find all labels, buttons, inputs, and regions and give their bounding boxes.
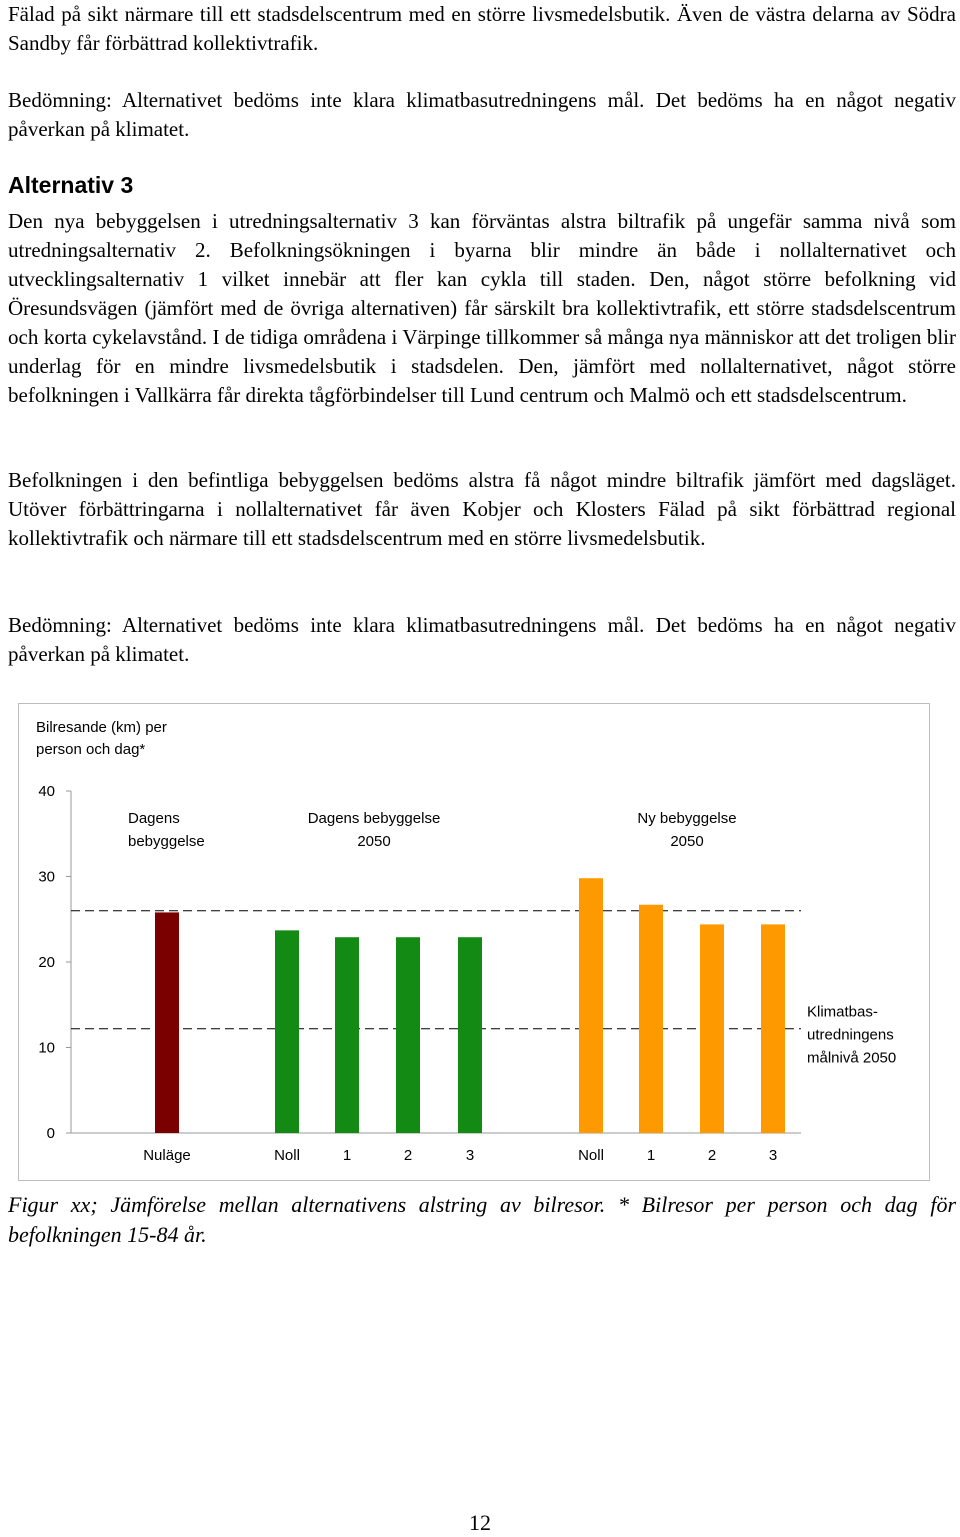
y-tick-label: 40 — [38, 783, 55, 800]
x-category-label: 2 — [403, 1147, 413, 1164]
bar — [761, 924, 785, 1133]
group-label: Ny bebyggelse — [637, 810, 737, 827]
x-category-label: 1 — [646, 1147, 656, 1164]
reference-line-label: Klimatbas- — [807, 1003, 878, 1021]
group-label: bebyggelse — [128, 833, 205, 850]
x-category-label: 2 — [707, 1147, 717, 1164]
paragraph-assessment-1: Bedömning: Alternativet bedöms inte klara klimatbasutredningens mål. Det bedöms ha en något negativ påverkan på klimatet. — [8, 88, 956, 141]
y-axis-label: person och dag* — [36, 741, 146, 758]
page-number: 12 — [469, 1510, 491, 1535]
bar — [458, 937, 482, 1133]
y-tick-label: 10 — [38, 1039, 55, 1057]
y-tick-label: 0 — [46, 1125, 55, 1142]
x-category-label: Noll — [274, 1147, 300, 1164]
figure-chart — [18, 703, 930, 1181]
paragraph-alternative-3: Den nya bebyggelsen i utredningsalternativ 3 kan förväntas alstra biltrafik på ungefär samma nivå som utredningsalternativ 2. Befolkningsökningen i byarna blir mindre än både i nollalternativet och utvecklingsalternativ 1 vilket innebär att fler kan cykla till staden. Den, något större befolkning vid Öresundsvägen (jämfört med de övriga alternativen) får särskilt bra kollektivtrafik, ett större stadsdelscentrum och korta cykelavstånd. I de tidiga områdena i Värpinge tillkommer så många nya människor att det troligen blir underlag för en mindre livsmedelsbutik i stadsdelen. Den, jämfört med nollalternativet, något större befolkningen i Vallkärra får direkta tågförbindelser till Lund centrum och Malmö och ett stadsdelscentrum. — [8, 209, 956, 407]
x-category-label: Nuläge — [143, 1147, 191, 1164]
y-tick-label: 30 — [38, 868, 55, 886]
group-label: 2050 — [670, 833, 704, 850]
y-tick-label: 20 — [38, 954, 55, 971]
bar — [396, 937, 420, 1133]
group-label: 2050 — [357, 833, 391, 850]
bar — [579, 878, 603, 1133]
bar — [639, 905, 663, 1133]
group-label: Dagens bebyggelse — [307, 810, 441, 827]
paragraph-intro: Fälad på sikt närmare till ett stadsdelscentrum med en större livsmedelsbutik. Även de västra delarna av Södra Sandby får förbättrad kollektivtrafik. — [8, 2, 956, 55]
x-category-label: 3 — [465, 1147, 475, 1164]
paragraph-assessment-2: Bedömning: Alternativet bedöms inte klara klimatbasutredningens mål. Det bedöms ha en något negativ påverkan på klimatet. — [8, 613, 956, 666]
reference-line-label: målnivå 2050 — [807, 1049, 897, 1067]
bar-chart — [19, 704, 931, 1182]
figure-caption: Figur xx; Jämförelse mellan alternativens alstring av bilresor. * Bilresor per person och dag för befolkningen 15-84 år. — [8, 1192, 956, 1247]
section-heading: Alternativ 3 — [8, 172, 134, 198]
paragraph-population: Befolkningen i den befintliga bebyggelsen bedöms alstra få något mindre biltrafik jämfört med dagsläget. Utöver förbättringarna i nollalternativet får även Kobjer och Klosters Fälad på sikt förbättrad regional kollektivtrafik och närmare till ett stadsdelscentrum med en större livsmedelsbutik. — [8, 468, 956, 550]
bar — [275, 930, 299, 1133]
group-label: Dagens — [128, 810, 180, 827]
bar — [155, 912, 179, 1133]
x-category-label: 1 — [342, 1147, 352, 1164]
x-category-label: Noll — [578, 1147, 604, 1164]
y-axis-label: Bilresande (km) per — [36, 719, 167, 736]
x-category-label: 3 — [768, 1147, 778, 1164]
reference-line-label: utredningens — [807, 1026, 894, 1044]
bar — [335, 937, 359, 1133]
bar — [700, 924, 724, 1133]
